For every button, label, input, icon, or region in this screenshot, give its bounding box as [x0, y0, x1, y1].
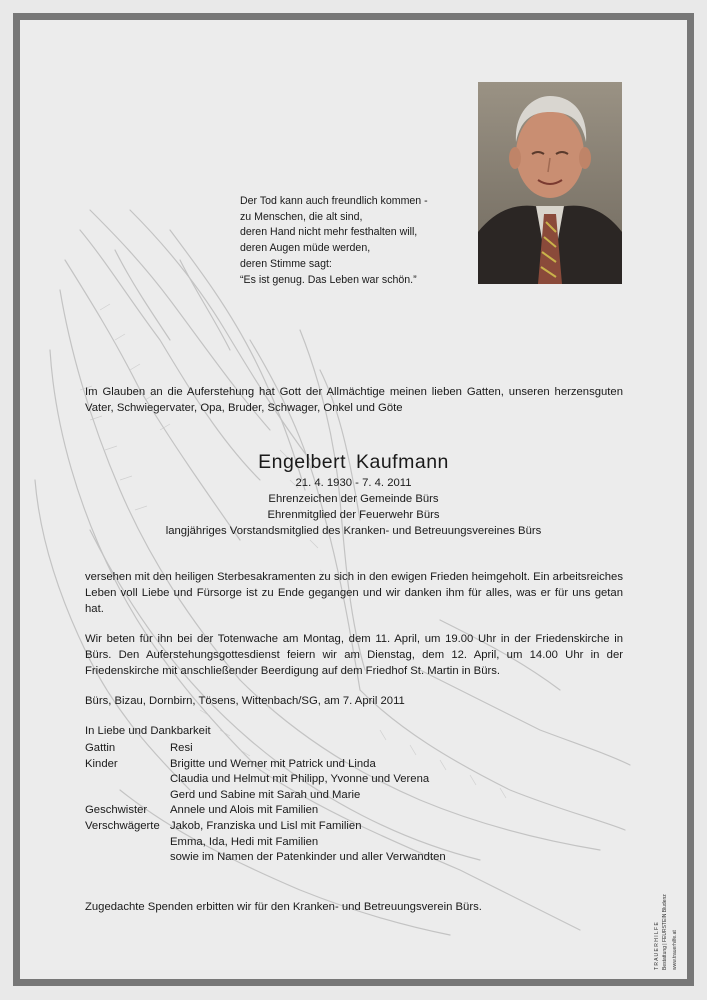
family-relation	[85, 835, 170, 851]
family-list	[85, 741, 446, 866]
family-row	[85, 819, 446, 835]
donation-note: Zugedachte Spenden erbitten wir für den Kranken- und Betreuungsverein Bürs.	[85, 901, 482, 913]
family-names: Annele und Alois mit Familien	[170, 804, 319, 817]
family-row	[85, 757, 446, 773]
sacrament-paragraph: versehen mit den heiligen Sterbesakramenten zu sich in den ewigen Frieden heimgeholt. Ein arbeitsreiches Leben voll Liebe und Fürsorge ist zu Ende gegangen und wir danken ihm für alles, was er für uns getan hat.	[85, 571, 623, 615]
poem-line: Der Tod kann auch freundlich kommen -	[240, 195, 428, 207]
family-relation: Gattin	[85, 742, 116, 754]
poem-line: deren Hand nicht mehr festhalten will,	[240, 226, 418, 239]
life-dates: 21. 4. 1930 - 7. 4. 2011	[295, 477, 412, 489]
poem-line: “Es ist genug. Das Leben war schön.”	[240, 273, 417, 286]
family-row	[85, 850, 446, 866]
poem-line: deren Stimme sagt:	[240, 257, 332, 270]
family-names: Emma, Ida, Hedi mit Familien	[170, 835, 319, 848]
place-date-line: Bürs, Bizau, Dornbirn, Tösens, Wittenbach/SG, am 7. April 2011	[85, 695, 405, 707]
family-relation: Verschwägerte	[85, 819, 160, 832]
closing-line: In Liebe und Dankbarkeit	[85, 725, 211, 737]
family-names: Gerd und Sabine mit Sarah und Marie	[170, 788, 361, 801]
family-relation	[85, 850, 170, 866]
honor-line: Ehrenzeichen der Gemeinde Bürs	[268, 493, 439, 505]
family-names: Resi	[170, 742, 193, 754]
deceased-name: Engelbert Kaufmann	[258, 451, 449, 473]
poem-line: deren Augen müde werden,	[240, 242, 371, 255]
imprint-company: Bestattung | FEURSTEIN Bludenz	[662, 894, 668, 970]
poem	[240, 194, 428, 288]
funeral-home-imprint	[651, 870, 691, 970]
family-relation: Geschwister	[85, 804, 148, 817]
family-row	[85, 741, 446, 757]
family-row	[85, 788, 446, 804]
family-names: Brigitte und Werner mit Patrick und Linda	[170, 757, 376, 770]
honor-line: langjähriges Vorstandsmitglied des Kranken- und Betreuungsvereines Bürs	[165, 525, 542, 537]
family-relation: Kinder	[85, 757, 118, 770]
imprint-brand: T R A U E R H I L F E	[654, 922, 660, 970]
honor-line: Ehrenmitglied der Feuerwehr Bürs	[267, 509, 440, 521]
family-row	[85, 772, 446, 788]
intro-text: Im Glauben an die Auferstehung hat Gott der Allmächtige meinen lieben Gatten, unseren herzensguten Vater, Schwiegervater, Opa, Bruder, Schwager, Onkel und Göte	[85, 386, 623, 415]
family-row	[85, 835, 446, 851]
poem-line: zu Menschen, die alt sind,	[240, 210, 363, 223]
deceased-block	[0, 449, 707, 539]
imprint-website: www.trauerhilfe.at	[672, 930, 678, 970]
portrait-photo	[478, 82, 622, 284]
family-relation	[85, 772, 170, 788]
family-names: Claudia und Helmut mit Philipp, Yvonne und Verena	[170, 773, 430, 786]
family-relation	[85, 788, 170, 804]
family-row	[85, 803, 446, 819]
family-names: sowie im Namen der Patenkinder und aller Verwandten	[170, 851, 446, 864]
family-names: Jakob, Franziska und Lisl mit Familien	[170, 819, 362, 832]
service-paragraph: Wir beten für ihn bei der Totenwache am Montag, dem 11. April, um 19.00 Uhr in der Friedenskirche in Bürs. Den Auferstehungsgottesdienst feiern wir am Dienstag, dem 12. April, um 14.00 Uhr in der Friedenskirche mit anschließender Beerdigung auf dem Friedhof St. Martin in Bürs.	[85, 633, 623, 677]
obituary-body	[85, 569, 623, 739]
